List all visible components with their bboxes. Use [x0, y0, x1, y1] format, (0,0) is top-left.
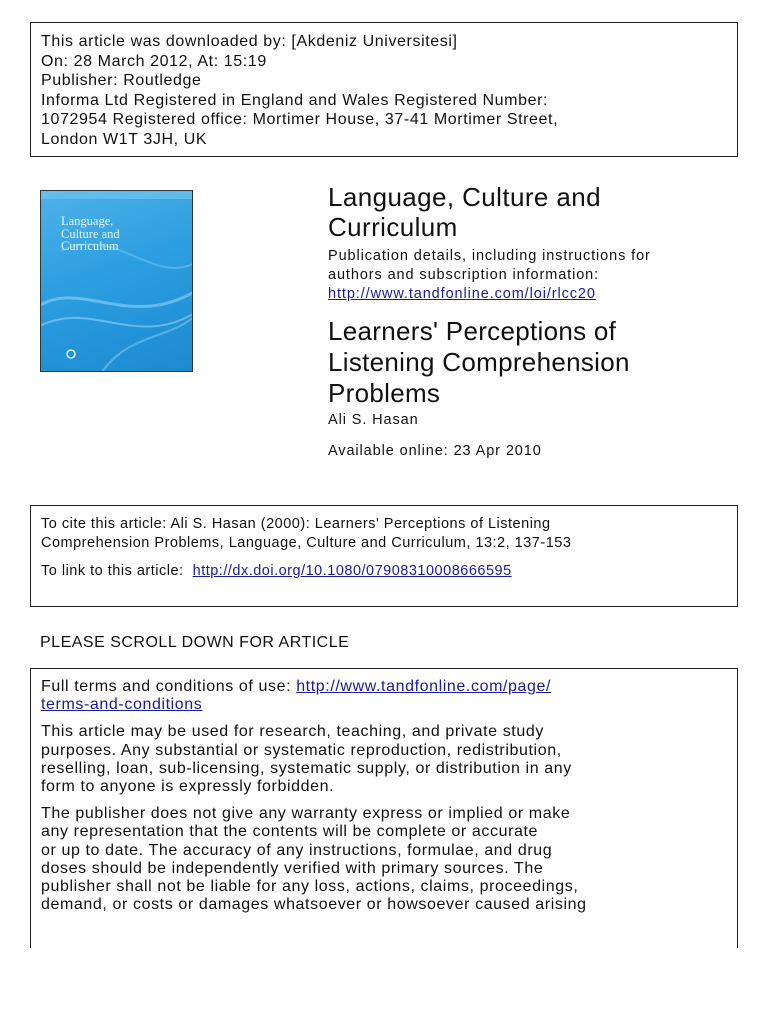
doi-link[interactable]: http://dx.doi.org/10.1080/07908310008666595: [192, 563, 512, 579]
terms-paragraph-disclaimer: The publisher does not give any warranty express or implied or make any representation that the contents will be complete or accurate or up to date. The accuracy of any instructions, formulae, and drug doses should be independently verified with primary sources. The publisher shall not be liable for any loss, actions, claims, proceedings, demand, or costs or damages whatsoever or howsoever caused arising: [41, 805, 587, 914]
terms-heading: [41, 678, 727, 714]
terms-paragraph-usage: This article may be used for research, teaching, and private study purposes. Any substantial or systematic reproduction, redistribution, reselling, loan, sub-licensing, systematic supply, or distribution in any form to anyone is expressly forbidden.: [41, 723, 572, 796]
download-notice-line: London W1T 3JH, UK: [41, 130, 208, 148]
download-notice-line: Informa Ltd Registered in England and Wales Registered Number:: [41, 91, 549, 109]
download-notice-line: Publisher: Routledge: [41, 72, 202, 90]
terms-conditions-box: [30, 668, 738, 948]
scroll-down-notice: PLEASE SCROLL DOWN FOR ARTICLE: [40, 634, 350, 651]
citation-line: To cite this article: Ali S. Hasan (2000): Learners' Perceptions of Listening: [41, 516, 551, 532]
citation-box: [30, 505, 738, 607]
journal-title: Language, Culture and Curriculum: [328, 182, 601, 242]
available-online-date: Available online: 23 Apr 2010: [328, 443, 542, 459]
terms-url-link-continued[interactable]: terms-and-conditions: [41, 696, 203, 714]
article-link-row: [41, 562, 727, 581]
download-notice-line: This article was downloaded by: [Akdeniz Universitesi]: [41, 33, 458, 50]
terms-url-link[interactable]: http://www.tandfonline.com/page/: [296, 678, 552, 695]
article-link-label: To link to this article:: [41, 563, 184, 579]
article-author: Ali S. Hasan: [328, 412, 419, 428]
download-notice-line: 1072954 Registered office: Mortimer House, 37-41 Mortimer Street,: [41, 111, 559, 129]
journal-cover-image: [40, 190, 193, 372]
download-notice-box: [30, 22, 738, 157]
article-title: Learners' Perceptions of Listening Comprehension Problems: [328, 316, 630, 408]
journal-url-link[interactable]: http://www.tandfonline.com/loi/rlcc20: [328, 286, 596, 302]
cover-title: Language, Culture and Curriculum: [61, 214, 120, 253]
publication-details: Publication details, including instructions for authors and subscription information: http://www.tandfonline.com/loi/rlcc20: [328, 248, 651, 302]
download-notice-line: On: 28 March 2012, At: 15:19: [41, 52, 267, 70]
terms-label: Full terms and conditions of use:: [41, 678, 297, 695]
citation-line: Comprehension Problems, Language, Culture and Curriculum, 13:2, 137-153: [41, 535, 572, 551]
